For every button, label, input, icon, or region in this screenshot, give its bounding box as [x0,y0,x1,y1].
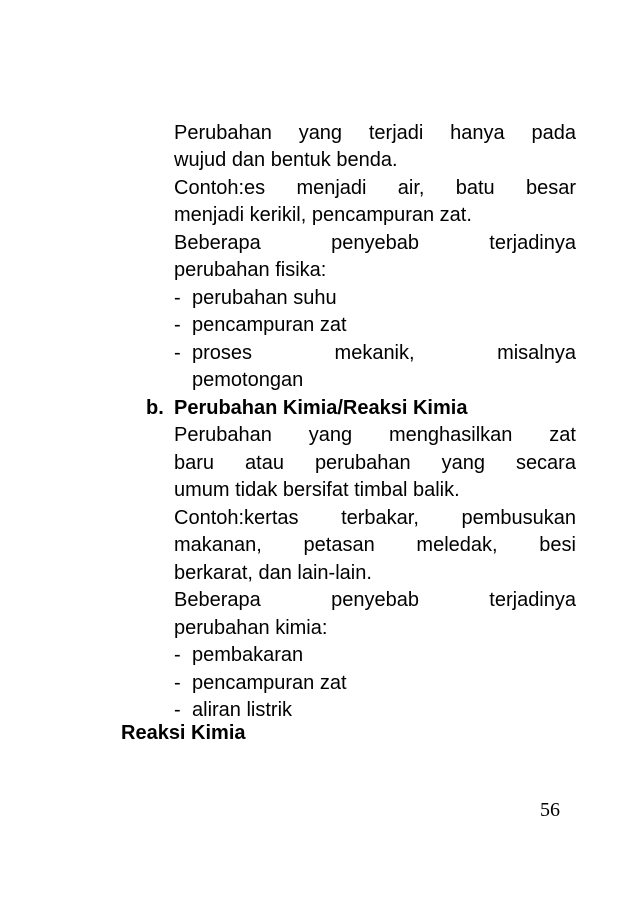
word: air, [397,177,425,199]
fisika-line-2: wujud dan bentuk benda. [174,149,398,171]
kimia-list-item [174,698,576,722]
kimia-line-6: berkarat, dan lain-lain. [174,562,372,584]
kimia-list-item [174,643,576,667]
list-item-text: perubahan suhu [192,287,337,309]
word: besar [525,177,576,199]
word: Beberapa [174,232,261,254]
list-dash: - [174,342,181,364]
fisika-line-5 [174,231,576,255]
fisika-list-item [174,286,576,310]
fisika-line-6: perubahan fisika: [174,259,327,281]
word: terbakar, [341,507,419,529]
kimia-line-2 [174,451,576,475]
word: hanya [450,122,505,144]
word: yang [298,122,343,144]
fisika-line-1 [174,121,576,145]
page-number: 56 [540,799,560,821]
list-dash: - [174,699,181,721]
list-dash: - [174,314,181,336]
word: pembusukan [461,507,576,529]
kimia-line-8: perubahan kimia: [174,617,328,639]
list-item-text: aliran listrik [192,699,293,721]
word: Contoh:kertas [174,507,299,529]
word: menjadi [296,177,367,199]
word: meledak, [416,534,498,556]
kimia-heading: Perubahan Kimia/Reaksi Kimia [174,397,468,419]
section-heading: Reaksi Kimia [121,722,246,744]
word: menghasilkan [389,424,513,446]
list-dash: - [174,287,181,309]
word: Contoh:es [174,177,266,199]
word: secara [515,452,576,474]
word: petasan [303,534,375,556]
list-dash: - [174,672,181,694]
word: perubahan [314,452,411,474]
word: atau [245,452,284,474]
list-item-text: pencampuran zat [192,314,347,336]
word: besi [539,534,576,556]
fisika-line-3 [174,176,576,200]
word: Beberapa [174,589,261,611]
word: zat [549,424,576,446]
word: misalnya [497,342,576,364]
word: yang [308,424,353,446]
word: Perubahan [174,424,272,446]
kimia-line-7 [174,588,576,612]
list-item-text: pembakaran [192,644,304,666]
word: terjadinya [489,232,576,254]
fisika-list-item-proses [174,341,576,365]
proses-words [192,341,576,365]
word: Perubahan [174,122,272,144]
list-item-text: pencampuran zat [192,672,347,694]
kimia-line-5 [174,533,576,557]
word: penyebab [331,232,419,254]
word: yang [441,452,485,474]
fisika-line-4: menjadi kerikil, pencampuran zat. [174,204,472,226]
list-dash: - [174,644,181,666]
list-marker: b. [146,397,164,419]
fisika-list-item [174,313,576,337]
word: terjadi [368,122,424,144]
word: penyebab [331,589,419,611]
kimia-list-item [174,671,576,695]
kimia-line-1 [174,423,576,447]
word: baru [174,452,215,474]
kimia-line-4 [174,506,576,530]
kimia-heading-line [146,396,576,420]
word: makanan, [174,534,262,556]
fisika-proses-continuation: pemotongan [192,369,304,391]
word: pada [531,122,576,144]
word: mekanik, [334,342,415,364]
kimia-line-3: umum tidak bersifat timbal balik. [174,479,460,501]
word: proses [192,342,253,364]
word: terjadinya [489,589,576,611]
word: batu [455,177,495,199]
